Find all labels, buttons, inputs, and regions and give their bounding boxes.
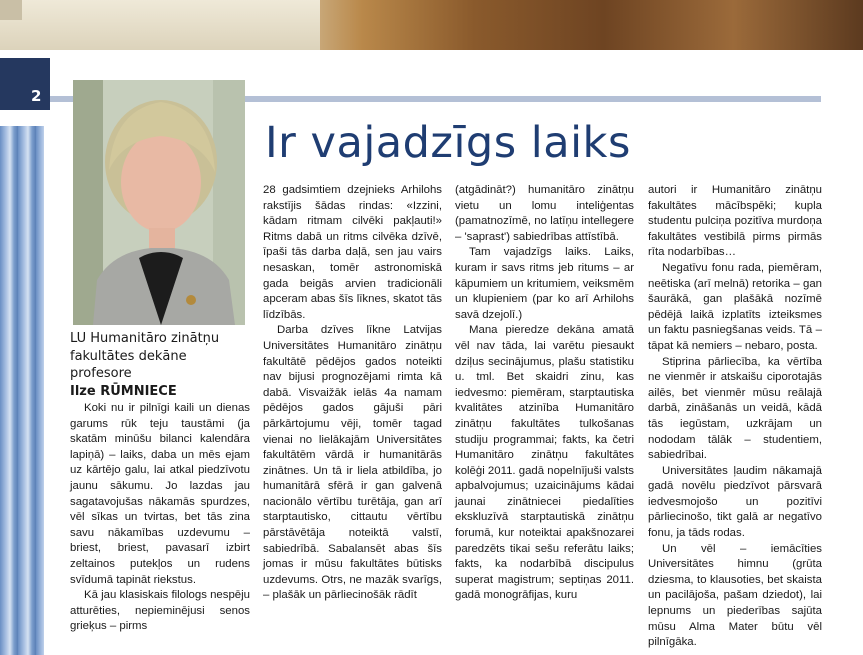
text-column-4 [648, 183, 822, 651]
text-column-1 [70, 401, 250, 635]
banner-light-panel [0, 0, 320, 50]
paragraph: Darba dzīves līkne Latvijas Universitātes Humanitāro zinātņu fakultātē pēdējos gados noteikti nav bijusi prognozējami rimta kā dabā. Visvaižāk ielās 4a namam pēdējos gados gājuši pāri pārkārtojumu vēji, tomēr tagad vienai no lielākajām Universitātes fakultātēm vārdā ir humanitārās zinātnes. Un tā ir liela atbildība, jo humanitārā sfērā ir gan galvenā nacionālo vērtību turētāja, gan arī starptautisko, cittautu vērtību pārstāvētāja noteiktā valstī, sabiedrībā. Sabalansēt abas šīs jomas ir mūsu fakultātes būtisks uzdevums. Otrs, ne mazāk svarīgs, – plašāk un pārliecinošāk rādīt [263, 324, 442, 602]
paragraph: Koki nu ir pilnīgi kaili un dienas garums rūk teju taustāmi (ja skatām minūšu bilanci kalendāra lapiņā) – laiks, daba un mēs ejam uz kārtējo galu, lai atkal piedzīvotu jaunu sākumu. Jo lazdas jau sagatavojušas nākamās spurdzes, vēl sīkas un tvirtas, bet tās zina savu nākamības uzdevumu – briest, briest, pavasarī izbirt zeltainos putekļos un rudens svīdumā tapināt riekstus. [70, 402, 250, 586]
paragraph: Kā jau klasiskais filologs nespēju atturēties, nepieminējusi senos grieķus – pirms [70, 589, 250, 633]
page-number: 2 [31, 87, 42, 105]
caption-line-1: LU Humanitāro zinātņu [70, 331, 220, 346]
caption-line-2: fakultātes dekāne profesore [70, 348, 187, 381]
paragraph: Negatīvu fonu rada, piemēram, neētiska (arī melnā) retorika – gan šaurākā, gan plašākā nozīmē pēdējā laikā izplatīts izteiksmes un faktu pasniegšanas veids. Tā – tāpat kā nemiers – nebaro, posta. [648, 261, 822, 352]
text-column-3 [455, 183, 634, 604]
portrait-photo [73, 80, 245, 325]
paragraph: Mana pieredze dekāna amatā vēl nav tāda, lai varētu piesaukt dziļus secinājumus, plašu statistiku u. tml. Bet skaidri zinu, kas iedvesmo: piemēram, starptautiska kvalitātes atzinība Humanitāro zinātņu fakultātes tulkošanas studiju programmai; fakts, ka četri Humanitāro zinātņu fakultātes kolēģi 2011. gadā nopelnījuši valsts apbalvojumus; uzaicinājums kādai jaunai zinātniecei piedalīties ekskluzīvā starptautiskā zinātņu forumā, kur noteiktai apakšnozarei paredzēts tikai sešu referātu laiks; fakts, ka nodarbībā discipulus superat magistrum; septiņas 2011. gadā monogrāfijas, kuru [455, 324, 634, 602]
header-banner-photo [0, 0, 863, 50]
article-title: Ir vajadzīgs laiks [265, 118, 631, 168]
text-column-2 [263, 183, 442, 604]
paragraph: (atgādināt?) humanitāro zinātņu vietu un lomu inteliģentas (pamatnozīmē, no latīņu intellegere – 'saprast') sabiedrības attīstībā. [455, 184, 634, 243]
page-number-box [0, 58, 50, 110]
paragraph: Universitātes ļaudim nākamajā gadā novēlu piedzīvot pārsvarā iedvesmojošo un pozitīvi pārliecinošo, tikt galā ar negatīvo fonu, ja tāds rodas. [648, 464, 822, 540]
left-decorative-stripe [0, 126, 44, 655]
paragraph: Un vēl – iemācīties Universitātes himnu (grūta dziesma, to klausoties, bet skaista un pacilājoša, pašam dziedot), lai lepnums un piederības sajūta mūsu Alma Mater būtu vēl pilnīgāka. [648, 542, 822, 649]
photo-caption [70, 330, 250, 400]
paragraph: Tam vajadzīgs laiks. Laiks, kuram ir savs ritms jeb ritums – ar kāpumiem un kritumiem, veiksmēm un klupieniem (par ko arī Arhilohs savā dzejolī.) [455, 246, 634, 321]
banner-corner-square [0, 0, 22, 20]
paragraph: 28 gadsimtiem dzejnieks Arhilohs rakstījis šādas rindas: «Izzini, kādam ritmam cilvēki pakļauti!» Ritms dabā un ritms cilvēka dzīvē, īpaši tās darba daļā, sen jau vairs nesaskan, tomēr astronomiskā gada beigās arvien tradicionāli apceram abas šīs līknes, skatot tās līdzībās. [263, 184, 442, 321]
paragraph: Stiprina pārliecība, ka vērtība ne vienmēr ir atskaišu ciporotajās ailēs, bet vienmēr mūsu reālajā darbā, zināšanās un veidā, kādā tās iegūstam, uzkrājam un nododam tālāk – studentiem, sabiedrībai. [648, 355, 822, 462]
caption-name: Ilze RŪMNIECE [70, 383, 177, 399]
paragraph: autori ir Humanitāro zinātņu fakultātes mācībspēki; kupla studentu pulciņa pozitīva murdoņa fakultātes vestibilā pirms pirmās rīta nodarbības… [648, 184, 822, 259]
portrait-illustration [73, 80, 245, 325]
